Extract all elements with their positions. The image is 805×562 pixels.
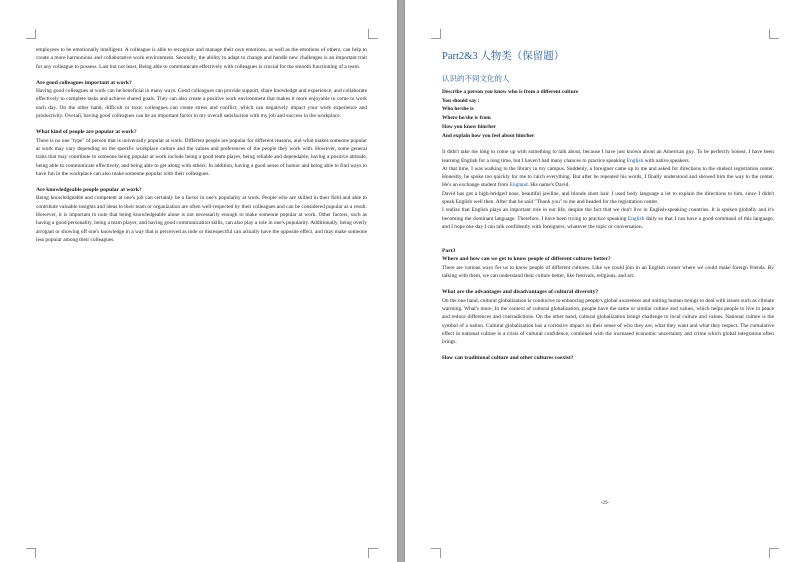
answer-link-word[interactable]: English (627, 215, 645, 222)
crop-mark (26, 29, 36, 39)
page-number: -29- (600, 501, 610, 506)
cue-line: How you know him/her (442, 123, 497, 130)
cue-card (442, 88, 774, 140)
part3-answer: On the one hand, cultural globalization is conducive to enhancing people's global awareness and uniting human beings to deal with issues such as climate warming. What's more, In the context of cultural globalization, people have the same or similar culture and values, which helps people to live in peace and reduce differences and contradictions. On the other hand, cultural globalization brings challenge to local culture and values. National culture is the symbol of a nation. Cultural globalization has a corrosive impact on their sense of who they are, what they want and what they respect. The cumulative effect in national culture is a crisis of cultural confidence, combined with the increased economic uncertainty and crime which global integration often brings. (442, 297, 774, 346)
answer-link-word[interactable]: English (626, 157, 644, 164)
part3-question: What are the advantages and disadvantages of cultural diversity? (442, 289, 599, 296)
crop-mark (368, 548, 378, 558)
section-body: Having good colleagues at work can be beneficial in many ways. Good colleagues can provide support, share knowledge and experience, and collaborate effectively to complete tasks and achieve shared goals. They can also create a positive work environment that makes it more enjoyable to come to work each day. On the other hand, difficult or toxic colleagues can create stress and conflict, which can negatively impact your work experience and productivity. Overall, having good colleagues can be an important factor in my overall satisfaction with my job and success in the workplace. (36, 88, 367, 120)
document-page-right (405, 0, 805, 562)
crop-mark (431, 29, 441, 39)
section-body: There is no one "type" of person that is universally popular at work. Different people are popular for different reasons, and what makes someone popular at work may vary depending on the specific workplace culture and the values and preferences of the people they work with. However, some general traits that may contribute to someone being popular at work include being a good team player, being reliable and dependable, having a positive attitude, being able to communicate effectively, and being able to get along with others. In addition, having a good sense of humor and being able to find ways to have fun in the workplace can also make someone popular with their colleagues. (36, 137, 367, 177)
part3-answer: There are various ways for us to know people of different cultures. Like we could join in an English corner where we could make foreign friends. By talking with them, we can understand their culture better, like festivals, religions, and art. (442, 264, 774, 280)
crop-mark (769, 548, 779, 558)
section-heading: Are good colleagues important at work? (36, 79, 132, 86)
left-page-content (36, 46, 367, 244)
answer-text: . His name's David. David has got a high-bridged nose, beautiful jawline, and blonde short hair. I used body language a lot to explain the directions to him, since I didn't speak English well then. After that he said "Thank you" to me and headed for the registration center. I realize that English plays an important role in our life, despite the fact that we don't live in English-speaking countries. It is spoken globally and it's becoming the dominant language. Therefore, I have been trying to practice speaking (442, 182, 774, 222)
crop-mark (368, 29, 378, 39)
cue-line: You should say : (442, 97, 480, 104)
part3-label: Part3 (442, 248, 456, 255)
part2-answer (442, 148, 774, 231)
crop-mark (769, 29, 779, 39)
answer-text: with native speakers. At that time, I was walking in the library in my campus. Suddenly, a foreigner came up to me and asked for directions to the student registration center. Honestly, he spoke too quickly for me to catch everything. But after he repeated his words, I finally understood and showed him the way to the center. He's an exchange student from (442, 157, 774, 189)
crop-mark (431, 548, 441, 558)
part-title: Part2&3 人物类（保留题） (442, 51, 565, 62)
cue-line: Where he/she is from (442, 115, 491, 122)
section-heading: Are knowledgeable people popular at work? (36, 187, 142, 194)
crop-mark (26, 548, 36, 558)
right-page-content (442, 50, 774, 363)
intro-paragraph: employees to be emotionally intelligent. A colleague is able to recognize and manage their own emotions, as well as the emotions of others, can help to create a more harmonious and collaborative work environment. Secondly, the ability to adapt to change and handle new challenges is an important trait for any colleague to possess. Last but not least, Being able to communicate effectively with colleagues is crucial for the smooth functioning of a team. (36, 47, 367, 70)
cue-line: Who he/she is (442, 106, 474, 113)
answer-text: It didn't take me long to come up with something to talk about, because I have just known about an American guy. To be perfectly honest, I have been learning English for a long time, but I haven't had many chances to practice speaking (442, 149, 774, 164)
part3-question: How can traditional culture and other cultures coexist? (442, 355, 574, 362)
answer-text: daily so that I can have a good command of this language, and I hope one day I can talk confidently with foreigners, whatever the topic or conversation. (442, 215, 774, 230)
section-body: Being knowledgeable and competent at one's job can certainly be a factor in one's popularity at work. People who are skilled in their field and able to contribute valuable insights and ideas to their team or organization are often well-respected by their colleagues and can be considered popular as a result. However, it is important to note that being knowledgeable alone is not necessarily enough to make someone popular at work. Other factors, such as having a good personality, being a team player, and having good communication skills, can also play a role in one's popularity. Additionally, being overly arrogant or showing off one's knowledge in a way that is perceived as rude or disrespectful can actually have the opposite effect, and may make someone less popular among their colleagues. (36, 195, 367, 243)
document-page-left (0, 0, 397, 562)
topic-subtitle: 认识的不同文化的人 (442, 74, 510, 83)
answer-link-word[interactable]: England (509, 182, 528, 189)
cue-line: Describe a person you know who is from a different culture (442, 89, 579, 95)
section-heading: What kind of people are popular at work? (36, 129, 137, 136)
part3-question: Where and how can we get to know people of different cultures better? (442, 256, 611, 263)
cue-line: And explain how you feel about him/her (442, 132, 535, 139)
